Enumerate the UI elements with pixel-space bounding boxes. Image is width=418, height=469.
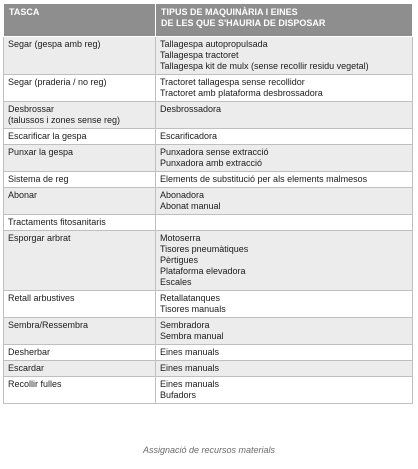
table-row: [4, 145, 413, 172]
tool-text: Punxadora sense extracció: [160, 147, 269, 157]
tool-text: Sembra manual: [160, 331, 224, 341]
header-tools-line2: DE LES QUE S'HAURIA DE DISPOSAR: [161, 18, 326, 28]
task-cell: [4, 345, 156, 361]
tools-cell: [156, 318, 413, 345]
task-cell: [4, 75, 156, 102]
task-cell: [4, 231, 156, 291]
task-cell: [4, 172, 156, 188]
tools-cell: [156, 75, 413, 102]
tools-cell: [156, 291, 413, 318]
task-cell: [4, 37, 156, 75]
table-row: [4, 37, 413, 75]
tool-text: Tractoret amb plataforma desbrossadora: [160, 88, 323, 98]
tool-text: Abonat manual: [160, 201, 221, 211]
table-row: [4, 345, 413, 361]
tool-text: Bufadors: [160, 390, 197, 400]
tool-text: Tallagespa autopropulsada: [160, 39, 268, 49]
task-text: Escardar: [8, 363, 45, 373]
task-text: Segar (gespa amb reg): [8, 39, 101, 49]
tool-text: Eines manuals: [160, 347, 220, 357]
tool-text: Tallagespa tractoret: [160, 50, 239, 60]
tool-text: Eines manuals: [160, 379, 220, 389]
tool-text: Punxadora amb extracció: [160, 158, 263, 168]
tools-cell: [156, 377, 413, 404]
table-row: [4, 172, 413, 188]
resources-table: [3, 3, 413, 404]
task-cell: [4, 129, 156, 145]
task-cell: [4, 318, 156, 345]
task-cell: [4, 291, 156, 318]
resources-table-container: [3, 3, 412, 404]
tool-text: Tisores pneumàtiques: [160, 244, 249, 254]
tool-text: Eines manuals: [160, 363, 220, 373]
header-tools: [156, 4, 413, 37]
table-row: [4, 377, 413, 404]
task-text: Abonar: [8, 190, 38, 200]
task-cell: [4, 102, 156, 129]
tools-cell: [156, 145, 413, 172]
table-row: [4, 188, 413, 215]
tool-text: Desbrossadora: [160, 104, 222, 114]
tool-text: Tractoret tallagespa sense recollidor: [160, 77, 305, 87]
table-row: [4, 361, 413, 377]
table-caption: Assignació de recursos materials: [142, 445, 276, 455]
task-text: Sistema de reg: [8, 174, 69, 184]
tool-text: Sembradora: [160, 320, 210, 330]
task-text: Escarificar la gespa: [8, 131, 87, 141]
tools-cell: [156, 129, 413, 145]
tools-cell: [156, 172, 413, 188]
tool-text: Pèrtigues: [160, 255, 199, 265]
tools-cell: [156, 231, 413, 291]
table-row: [4, 75, 413, 102]
table-row: [4, 231, 413, 291]
task-text: Esporgar arbrat: [8, 233, 71, 243]
table-row: [4, 318, 413, 345]
tools-cell: [156, 102, 413, 129]
tool-text: Escarificadora: [160, 131, 218, 141]
table-row: [4, 215, 413, 231]
header-task: [4, 4, 156, 37]
task-text: Punxar la gespa: [8, 147, 74, 157]
tools-cell: [156, 215, 413, 231]
tool-text: Abonadora: [160, 190, 205, 200]
task-text: Tractaments fitosanitaris: [8, 217, 106, 227]
tools-cell: [156, 37, 413, 75]
header-tools-line1: TIPUS DE MAQUINÀRIA I EINES: [161, 7, 298, 17]
table-body: [4, 37, 413, 404]
task-text: Sembra/Ressembra: [8, 320, 89, 330]
table-header-row: [4, 4, 413, 37]
table-row: [4, 291, 413, 318]
task-text: Recollir fulles: [8, 379, 62, 389]
task-text: Desbrossar: [8, 104, 55, 114]
task-cell: [4, 377, 156, 404]
tools-cell: [156, 345, 413, 361]
task-cell: [4, 188, 156, 215]
task-text: (talussos i zones sense reg): [8, 115, 121, 125]
tool-text: Retallatanques: [160, 293, 221, 303]
tool-text: Tallagespa kit de mulx (sense recollir residu vegetal): [160, 61, 369, 71]
tool-text: [160, 217, 408, 228]
task-cell: [4, 361, 156, 377]
tool-text: Plataforma elevadora: [160, 266, 246, 276]
tool-text: Escales: [160, 277, 192, 287]
table-row: [4, 129, 413, 145]
header-task-label: TASCA: [9, 7, 40, 17]
task-text: Segar (praderia / no reg): [8, 77, 107, 87]
tools-cell: [156, 188, 413, 215]
table-row: [4, 102, 413, 129]
task-cell: [4, 145, 156, 172]
tool-text: Tisores manuals: [160, 304, 226, 314]
tool-text: Motoserra: [160, 233, 201, 243]
task-text: Retall arbustives: [8, 293, 75, 303]
tools-cell: [156, 361, 413, 377]
tool-text: Elements de substitució per als elements malmesos: [160, 174, 368, 184]
task-cell: [4, 215, 156, 231]
task-text: Desherbar: [8, 347, 51, 357]
